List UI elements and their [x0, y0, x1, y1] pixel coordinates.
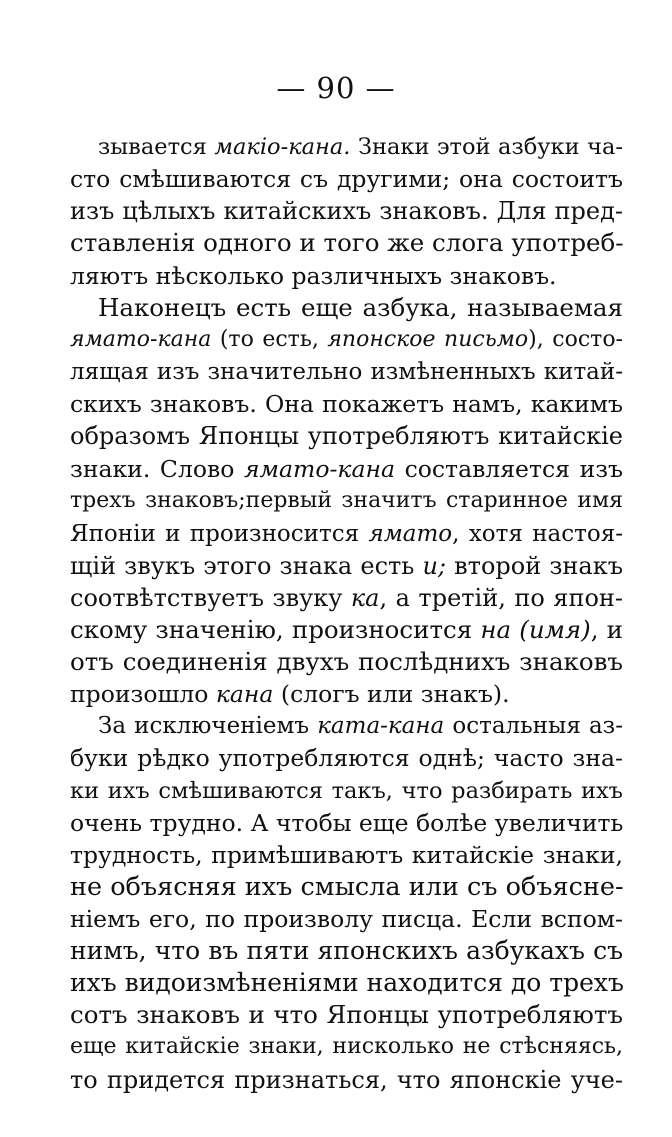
text-run: сотъ знаковъ и что Японцы употребляютъ — [70, 1000, 623, 1029]
text-run: лящая изъ значительно измѣненныхъ китай- — [70, 359, 623, 385]
text-run: соотвѣтствуетъ звуку — [70, 584, 351, 612]
text-run: не объясняя ихъ смысла или съ объясне- — [70, 872, 624, 902]
text-run: , а третiй, по япон- — [379, 584, 623, 612]
italic-text: японское письмо — [327, 327, 529, 352]
text-run: трехъ знаковъ;первый значитъ старинное имя — [70, 488, 623, 513]
text-run: очень трудно. А чтобы еще болѣе увеличить — [70, 809, 624, 837]
text-run: буки рѣдко употребляются однѣ; часто зна- — [70, 744, 623, 772]
text-run: то придется признаться, что японскiе уче- — [70, 1066, 623, 1094]
page-number: — 90 — — [276, 71, 396, 105]
text-run: зывается — [98, 134, 215, 160]
italic-text: ката-кана — [317, 713, 445, 739]
italic-text: ямато — [368, 521, 453, 547]
italic-text: ка — [350, 584, 380, 612]
text-run: , хотя настоя- — [452, 521, 624, 547]
text-run: еще китайскiе знаки, нисколько не стѣсняясь, — [70, 1034, 623, 1059]
text-run: , и — [590, 615, 624, 644]
text-run: нимъ, что въ пяти японскихъ азбукахъ съ — [70, 936, 623, 965]
text-run: изъ цѣлыхъ китайскихъ знаковъ. Для пред- — [70, 197, 623, 225]
text-run: сто смѣшиваются съ другими; она состоитъ — [70, 165, 623, 193]
text-run: остальныя аз- — [444, 713, 623, 739]
text-run: ставленiя одного и того же слога употреб- — [70, 228, 624, 257]
text-run: нiемъ его, по произволу писца. Если вспом- — [70, 905, 623, 933]
italic-text: и; — [422, 552, 447, 580]
italic-text: на (имя) — [480, 615, 591, 644]
text-run: скому значенiю, произносится — [70, 615, 481, 644]
text-run: ки ихъ смѣшиваются такъ, что разбирать ихъ — [70, 778, 623, 804]
text-line — [70, 1060, 623, 1100]
italic-text: ямато-кана — [70, 327, 212, 352]
text-run: ), состо- — [528, 327, 623, 352]
text-run: знаки. Слово — [70, 455, 244, 483]
text-run: образомъ Японцы употребляютъ китайскiе — [70, 422, 623, 450]
italic-text: кана — [215, 680, 274, 708]
text-run: произошло — [70, 680, 216, 708]
text-run: скихъ знаковъ. Она покажетъ намъ, какимъ — [70, 390, 623, 418]
text-run: второй знакъ — [446, 552, 623, 580]
italic-text: макiо-кана. — [214, 134, 351, 160]
text-run: ляютъ нѣсколько различныхъ знаковъ. — [70, 262, 557, 290]
text-run: ихъ видоизмѣненiями находится до трехъ — [70, 968, 624, 997]
italic-text: ямато-кана — [244, 455, 395, 483]
text-run: (слогъ или знакъ). — [273, 680, 510, 708]
text-run: отъ соединенiя двухъ послѣднихъ знаковъ — [70, 647, 623, 676]
text-run: Японiи и произносится — [70, 521, 369, 547]
text-run: составляется изъ — [394, 455, 624, 483]
text-run: Знаки этой азбуки ча- — [350, 134, 623, 160]
text-run: За исключенiемъ — [98, 713, 318, 739]
text-run: Наконецъ есть еще азбука, называемая — [98, 293, 623, 322]
text-run: щiй звукъ этого знака есть — [70, 552, 423, 580]
text-run: (то есть, — [211, 327, 328, 352]
text-run: трудность, примѣшиваютъ китайскiе знаки, — [70, 841, 623, 869]
